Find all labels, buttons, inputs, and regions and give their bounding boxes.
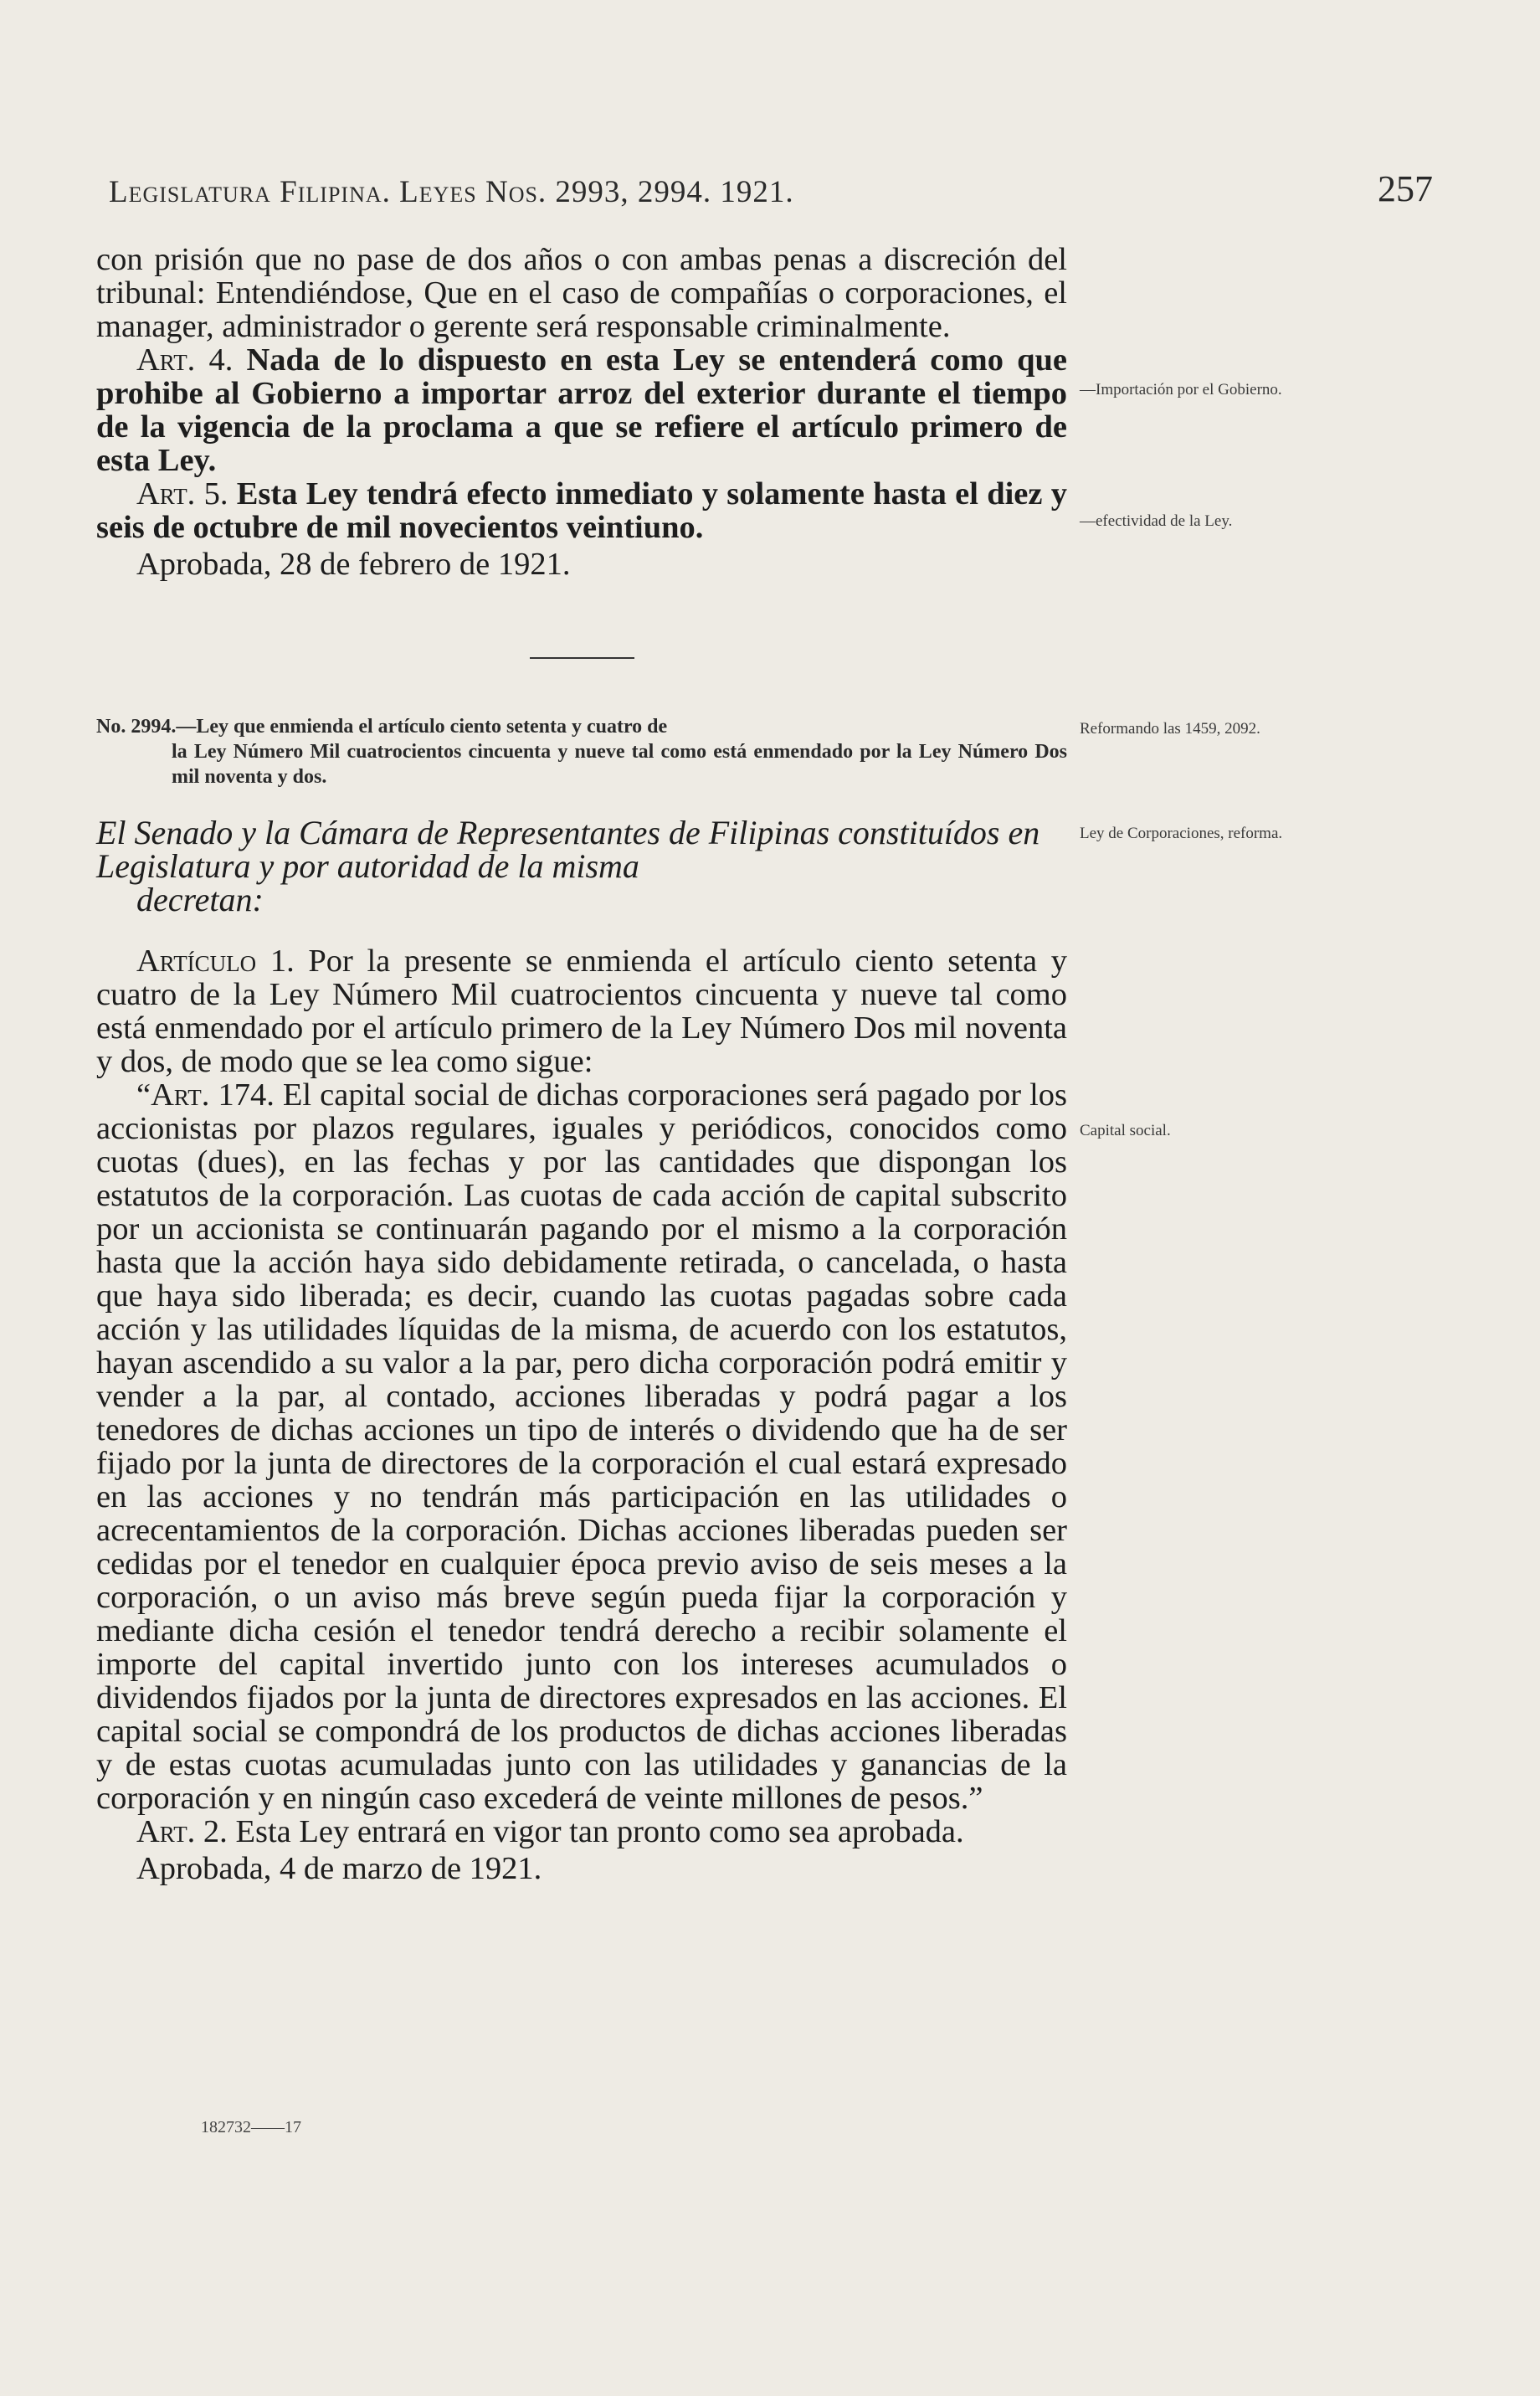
article-174-label: “Art. 174. (136, 1077, 275, 1113)
law-2994-summary (96, 714, 1067, 789)
article-174-text: El capital social de dichas corporaciones será pagado por los accionistas por plazos regulares, iguales y periódicos, conocidos como cuotas (dues), en las fechas y por las cantidades que dispongan los estatutos de la corporación. Las cuotas de cada acción de capital subscrito por un accionista se continuarán pagando por el mismo a la corporación hasta que la acción haya sido debidamente retirada, o cancelada, o hasta que haya sido liberada; es decir, cuando las cuotas pagadas sobre cada acción y las utilidades líquidas de la misma, de acuerdo con los estatutos, hayan ascendido a su valor a la par, pero dicha corporación podrá emitir y vender a la par, al contado, acciones liberadas y podrá pagar a los tenedores de dichas acciones un tipo de interés o dividendo que ha de ser fijado por la junta de directores de la corporación el cual estará expresado en las acciones y no tendrán más participación en las utilidades o acrecentamientos de la corporación. Dichas acciones liberadas pueden ser cedidas por el tenedor en cualquier época previo aviso de seis meses a la corporación, o un aviso más breve según pueda fijar la corporación y mediante dicha cesión el tenedor tendrá derecho a recibir solamente el importe del capital invertido junto con los intereses acumulados o dividendos fijados por la junta de directores expresados en las acciones. El capital social se compondrá de los productos de dichas acciones liberadas y de estas cuotas acumuladas junto con las utilidades y ganancias de la corporación y en ningún caso excederá de veinte millones de pesos.” (96, 1077, 1067, 1816)
article-5-label: Art. 5. (136, 476, 228, 512)
article-1-text: Por la presente se enmienda el artículo ciento setenta y cuatro de la Ley Número Mil cuatrocientos cincuenta y nueve tal como está enmendado por el artículo primero de la Ley Número Dos mil noventa y dos, de modo que se lea como sigue: (96, 943, 1068, 1079)
law-number: No. 2994. (96, 716, 177, 738)
running-head (109, 174, 1448, 210)
margin-note-corporaciones: Ley de Corporaciones, reforma. (1080, 825, 1283, 842)
article-2 (96, 1815, 1067, 1848)
printer-code: 182732——17 (201, 2118, 301, 2136)
article-2-text: Esta Ley entrará en vigor tan pronto como sea aprobada. (235, 1814, 964, 1849)
summary-text-1: —Ley que enmienda el artículo ciento setenta y cuatro de (176, 716, 668, 738)
margin-note-efectividad: —efectividad de la Ley. (1080, 512, 1233, 530)
enacting-clause-text: El Senado y la Cámara de Representantes de Filipinas constituídos en Legislatura y por autoridad de la misma (96, 814, 1040, 885)
article-2-label: Art. 2. (136, 1814, 228, 1849)
margin-note-importacion: —Importación por el Gobierno. (1080, 381, 1282, 398)
section-divider (530, 657, 634, 659)
article-5-text: Esta Ley tendrá efecto inmediato y solamente hasta el diez y seis de octubre de mil novecientos veintiuno. (96, 476, 1067, 545)
law-2993-continuation (96, 243, 1067, 581)
quoted-article-174 (96, 1078, 1067, 1815)
article-4-text: Nada de lo dispuesto en esta Ley se entenderá como que prohibe al Gobierno a importar arroz del exterior durante el tiempo de la vigencia de la proclama a que se refiere el artículo primero de esta Ley. (96, 342, 1068, 478)
summary-line-2: la Ley Número Mil cuatrocientos cincuenta y nueve tal como está enmendado por la Ley Número Dos mil noventa y dos. (172, 741, 1067, 788)
enacting-clause-decretan: decretan: (136, 881, 264, 918)
approval-date-2994: Aprobada, 4 de marzo de 1921. (136, 1851, 542, 1886)
article-1-label: Artículo 1. (136, 943, 295, 979)
approval-date-2993: Aprobada, 28 de febrero de 1921. (136, 547, 571, 582)
margin-note-capital: Capital social. (1080, 1122, 1171, 1139)
article-4 (96, 343, 1067, 477)
article-5 (96, 477, 1067, 544)
margin-note-reformando: Reformando las 1459, 2092. (1080, 720, 1260, 738)
paragraph-penalties: con prisión que no pase de dos años o con ambas penas a discreción del tribunal: Entendiéndose, Que en el caso de compañías o corporaciones, el manager, administrador o gerente será responsable criminalmente. (96, 242, 1067, 344)
running-head-text: Legislatura Filipina. Leyes Nos. 2993, 2994. 1921. (109, 175, 794, 209)
summary-line-1 (96, 714, 1067, 739)
article-4-label: Art. 4. (136, 342, 234, 378)
page-number: 257 (1378, 168, 1433, 209)
law-2994-body (96, 944, 1067, 1885)
article-1 (96, 944, 1067, 1078)
enacting-clause (96, 816, 1067, 917)
